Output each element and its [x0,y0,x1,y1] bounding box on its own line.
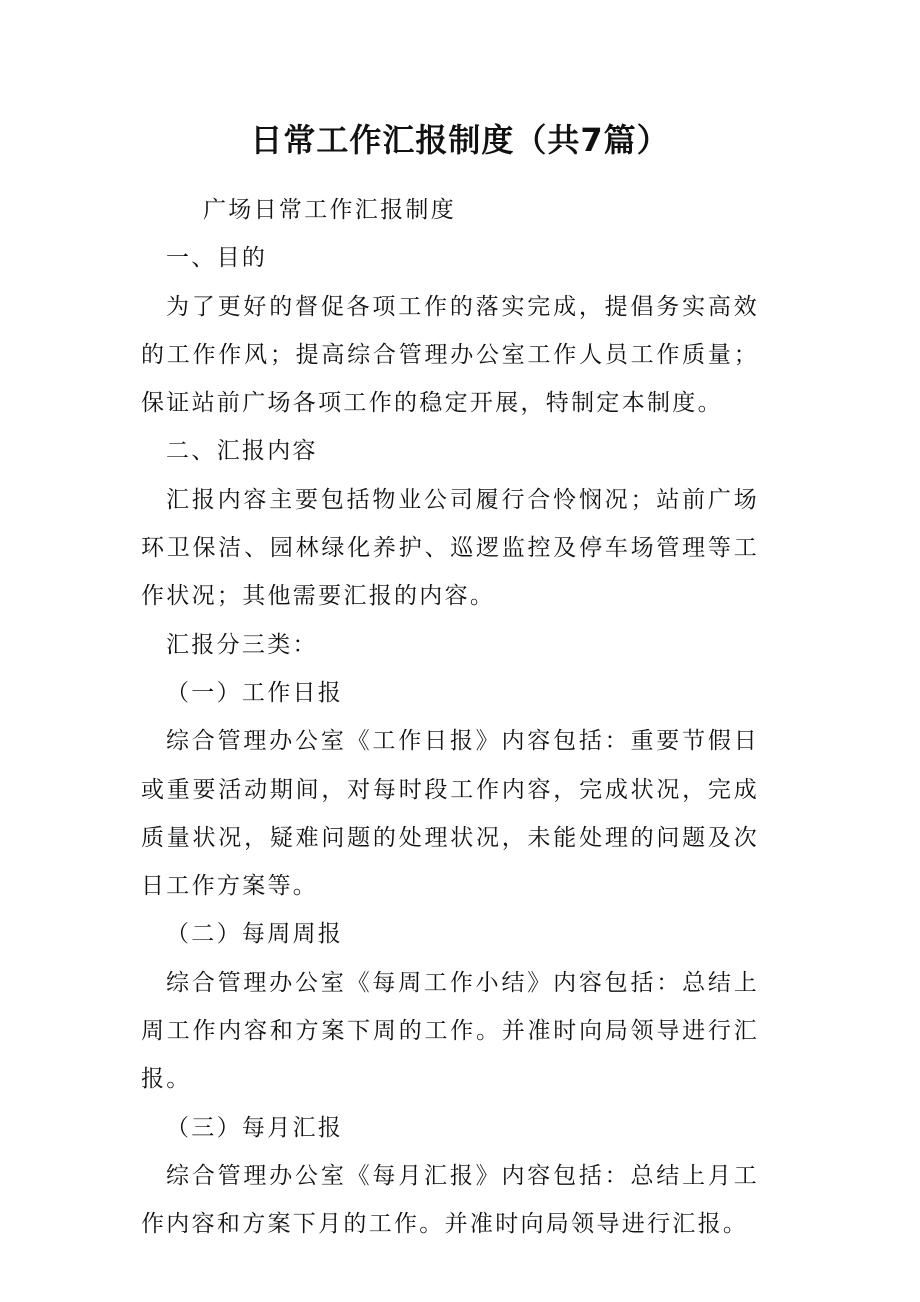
document-body [141,186,759,1249]
heading-purpose: 一、目的 [166,245,268,272]
document-title: 日常工作汇报制度（共7篇） [250,121,670,159]
paragraph-daily-report: 综合管理办公室《工作日报》内容包括：重要节假日或重要活动期间，对每时段工作内容，完成状况，完成质量状况，疑难问题的处理状况，未能处理的问题及次日工作方案等。 [141,728,759,900]
paragraph-monthly-report: 综合管理办公室《每月汇报》内容包括：总结上月工作内容和方案下月的工作。并准时向局领导进行汇报。 [141,1162,759,1238]
paragraph-purpose: 为了更好的督促各项工作的落实完成，提倡务实高效的工作作风；提高综合管理办公室工作人员工作质量；保证站前广场各项工作的稳定开展，特制定本制度。 [141,293,759,417]
paragraph-report-content: 汇报内容主要包括物业公司履行合怜悯况；站前广场环卫保洁、园林绿化养护、巡逻监控及停车场管理等工作状况；其他需要汇报的内容。 [141,486,759,610]
subheading-monthly-report: （三）每月汇报 [166,1114,344,1141]
heading-report-content: 二、汇报内容 [166,438,318,465]
subheading-weekly-report: （二）每周周报 [166,921,344,948]
paragraph-weekly-report: 综合管理办公室《每周工作小结》内容包括：总结上周工作内容和方案下周的工作。并准时向局领导进行汇报。 [141,969,759,1093]
section-heading-plaza-report: 广场日常工作汇报制度 [203,197,456,223]
paragraph-report-categories: 汇报分三类： [166,631,318,658]
subheading-daily-report: （一）工作日报 [166,679,344,706]
